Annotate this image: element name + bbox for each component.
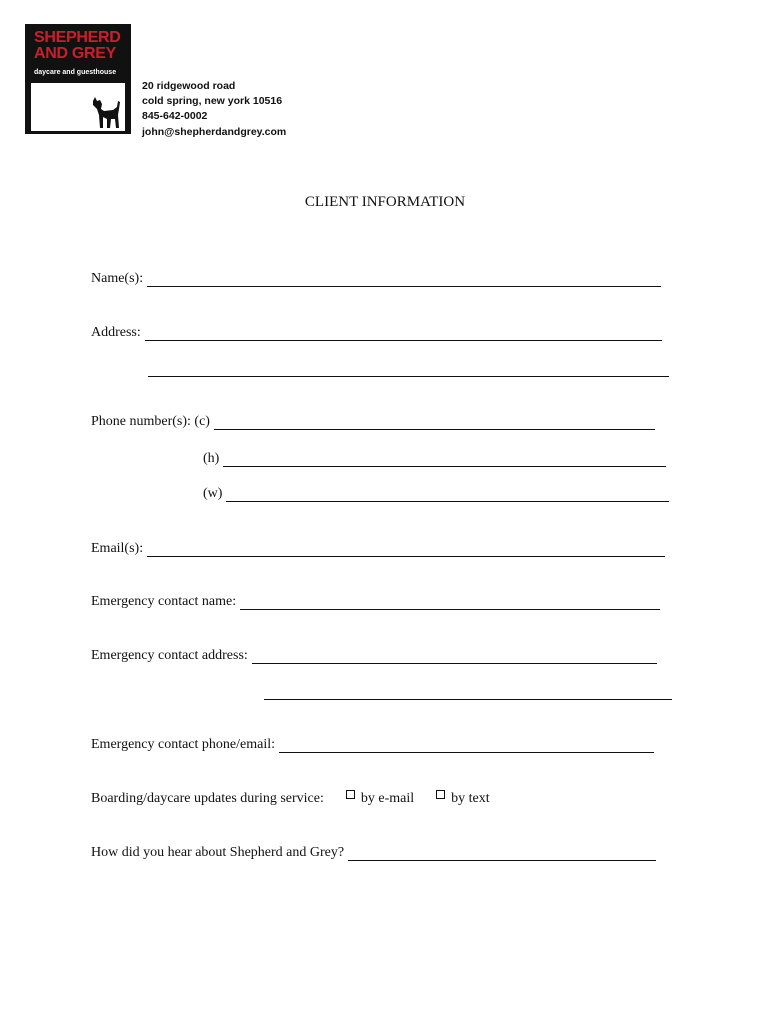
- phone-cell-row: [91, 414, 655, 430]
- text-checkbox[interactable]: [436, 790, 445, 799]
- email-checkbox[interactable]: [346, 790, 355, 799]
- contact-email[interactable]: john@shepherdandgrey.com: [142, 125, 287, 138]
- emergency-name-label: Emergency contact name:: [91, 594, 237, 609]
- names-input-line[interactable]: [147, 272, 661, 287]
- address-row: [91, 325, 662, 341]
- logo-name-line2: AND GREY: [34, 45, 117, 62]
- option-email[interactable]: [346, 791, 414, 807]
- logo-name-line1: SHEPHERD: [34, 29, 121, 46]
- emergency-phone-input-line[interactable]: [279, 738, 654, 753]
- emergency-name-input-line[interactable]: [240, 595, 660, 610]
- referral-row: [91, 845, 656, 861]
- contact-block: [142, 79, 286, 140]
- referral-input-line[interactable]: [348, 846, 656, 861]
- logo-image-area: [31, 83, 125, 131]
- option-text[interactable]: [436, 791, 490, 807]
- contact-city: cold spring, new york 10516: [142, 95, 283, 108]
- logo-name: [34, 30, 130, 62]
- emergency-phone-label: Emergency contact phone/email:: [91, 737, 276, 752]
- names-label: Name(s):: [91, 271, 144, 286]
- phone-home-label: (h): [203, 451, 220, 466]
- emergency-address-row: [91, 648, 657, 664]
- emails-row: [91, 541, 665, 557]
- address-row-2: [148, 362, 669, 377]
- phone-work-label: (w): [203, 486, 223, 501]
- option-text-label: by text: [451, 791, 490, 806]
- emails-label: Email(s):: [91, 541, 144, 556]
- emergency-address-input-line-2[interactable]: [264, 685, 672, 700]
- phone-work-input-line[interactable]: [226, 487, 669, 502]
- emergency-address-label: Emergency contact address:: [91, 648, 248, 663]
- address-input-line-2[interactable]: [148, 362, 669, 377]
- updates-row: [91, 791, 490, 807]
- names-row: [91, 271, 661, 287]
- updates-label: Boarding/daycare updates during service:: [91, 791, 324, 806]
- emergency-address-row-2: [264, 685, 672, 700]
- address-label: Address:: [91, 325, 141, 340]
- emergency-name-row: [91, 594, 660, 610]
- phone-cell-input-line[interactable]: [214, 415, 655, 430]
- phone-work-row: [203, 486, 669, 502]
- referral-label: How did you hear about Shepherd and Grey?: [91, 845, 345, 860]
- emails-input-line[interactable]: [147, 542, 665, 557]
- emergency-address-input-line[interactable]: [252, 649, 657, 664]
- emergency-phone-row: [91, 737, 654, 753]
- dog-icon: [91, 95, 123, 129]
- contact-street: 20 ridgewood road: [142, 80, 236, 92]
- option-email-label: by e-mail: [360, 791, 415, 806]
- logo-header: [28, 27, 128, 83]
- logo-tagline: daycare and guesthouse: [34, 69, 117, 76]
- phone-label: Phone number(s): (c): [91, 414, 210, 429]
- address-input-line[interactable]: [145, 326, 662, 341]
- contact-phone: 845-642-0002: [142, 110, 208, 123]
- phone-home-row: [203, 451, 666, 467]
- form-title: CLIENT INFORMATION: [304, 194, 466, 210]
- company-logo: [25, 24, 131, 134]
- phone-home-input-line[interactable]: [223, 452, 666, 467]
